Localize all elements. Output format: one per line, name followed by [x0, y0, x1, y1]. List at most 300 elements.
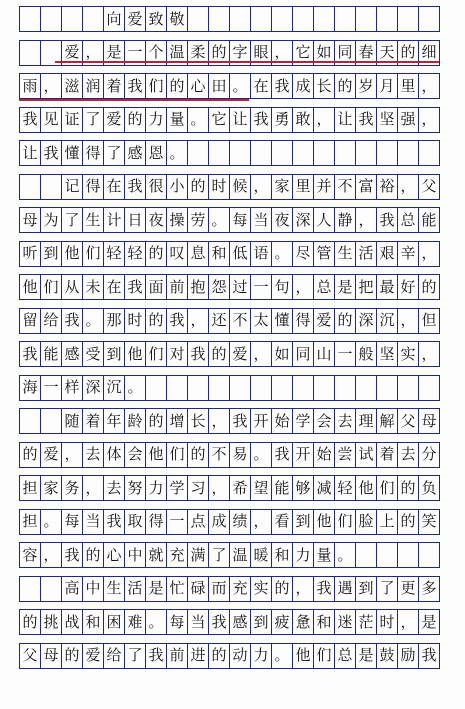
text-row: [19, 341, 440, 367]
grid-cell: [335, 375, 356, 401]
grid-cell: 般: [356, 341, 377, 367]
grid-cell: 当: [188, 609, 209, 635]
grid-cell: 给: [41, 308, 62, 334]
grid-cell: 沉: [377, 308, 398, 334]
grid-cell: [293, 6, 314, 32]
grid-cell: 面: [146, 274, 167, 300]
grid-cell: 听: [20, 241, 41, 267]
text-row: [19, 73, 440, 99]
grid-cell: 沉: [104, 375, 125, 401]
grid-cell: ，: [398, 174, 419, 200]
grid-cell: 的: [146, 241, 167, 267]
grid-cell: 的: [146, 408, 167, 434]
grid-cell: 在: [104, 274, 125, 300]
grid-cell: [419, 140, 440, 166]
grid-cell: 静: [335, 207, 356, 233]
grid-cell: [335, 140, 356, 166]
grid-cell: 们: [167, 442, 188, 468]
grid-cell: ，: [251, 341, 272, 367]
grid-cell: 力: [293, 542, 314, 568]
grid-cell: 海: [20, 375, 41, 401]
grid-cell: 里: [398, 73, 419, 99]
grid-cell: 总: [335, 643, 356, 669]
grid-cell: 计: [104, 207, 125, 233]
grid-cell: 学: [293, 408, 314, 434]
grid-cell: 就: [146, 542, 167, 568]
grid-cell: 深: [293, 207, 314, 233]
grid-cell: 轻: [104, 241, 125, 267]
grid-cell: 着: [83, 408, 104, 434]
grid-cell: 劳: [188, 207, 209, 233]
grid-cell: 春: [356, 40, 377, 66]
grid-cell: [209, 6, 230, 32]
grid-cell: 轻: [125, 241, 146, 267]
grid-cell: [230, 140, 251, 166]
grid-cell: ，: [419, 341, 440, 367]
grid-cell: [398, 140, 419, 166]
grid-cell: ，: [419, 73, 440, 99]
grid-cell: [251, 375, 272, 401]
grid-cell: 时: [125, 308, 146, 334]
grid-cell: 务: [62, 475, 83, 501]
grid-cell: 爱: [62, 40, 83, 66]
grid-cell: 最: [377, 274, 398, 300]
grid-cell: 。: [125, 375, 146, 401]
text-row: [19, 509, 440, 535]
grid-cell: 爱: [104, 107, 125, 133]
grid-cell: 好: [398, 274, 419, 300]
grid-cell: 始: [314, 442, 335, 468]
grid-cell: 动: [230, 643, 251, 669]
text-row: [19, 207, 440, 233]
grid-cell: 我: [125, 73, 146, 99]
grid-cell: 但: [419, 308, 440, 334]
grid-cell: 敢: [293, 107, 314, 133]
grid-cell: 了: [83, 107, 104, 133]
grid-cell: 开: [293, 442, 314, 468]
grid-cell: 天: [377, 40, 398, 66]
grid-cell: 我: [41, 140, 62, 166]
grid-cell: 高: [62, 576, 83, 602]
grid-cell: 我: [272, 442, 293, 468]
grid-cell: 爱: [125, 6, 146, 32]
grid-cell: 得: [146, 509, 167, 535]
grid-cell: 够: [293, 475, 314, 501]
grid-cell: 小: [167, 174, 188, 200]
grid-cell: 月: [377, 73, 398, 99]
grid-cell: 证: [62, 107, 83, 133]
grid-cell: 懂: [272, 308, 293, 334]
grid-cell: 们: [377, 475, 398, 501]
grid-cell: 见: [41, 107, 62, 133]
grid-cell: 了: [62, 207, 83, 233]
grid-cell: [209, 140, 230, 166]
grid-cell: 体: [104, 442, 125, 468]
grid-cell: 不: [209, 442, 230, 468]
grid-cell: [356, 542, 377, 568]
grid-cell: 。: [230, 73, 251, 99]
highlight-underline: [19, 99, 249, 101]
grid-cell: 担: [20, 509, 41, 535]
grid-cell: [41, 174, 62, 200]
grid-cell: 柔: [188, 40, 209, 66]
grid-cell: 爱: [41, 442, 62, 468]
grid-cell: ，: [293, 576, 314, 602]
grid-cell: 努: [125, 475, 146, 501]
grid-cell: [188, 6, 209, 32]
grid-cell: 试: [356, 442, 377, 468]
grid-cell: 坚: [377, 341, 398, 367]
grid-cell: 温: [167, 40, 188, 66]
text-row: [19, 140, 440, 166]
grid-cell: 他: [314, 509, 335, 535]
grid-cell: [314, 375, 335, 401]
grid-cell: 量: [167, 107, 188, 133]
grid-cell: 是: [335, 274, 356, 300]
grid-cell: 去: [104, 475, 125, 501]
grid-cell: 受: [83, 341, 104, 367]
grid-cell: 的: [167, 73, 188, 99]
grid-cell: 。: [146, 609, 167, 635]
grid-cell: 开: [251, 408, 272, 434]
grid-cell: 敬: [167, 6, 188, 32]
grid-cell: 鼓: [377, 643, 398, 669]
grid-cell: [314, 140, 335, 166]
grid-cell: [377, 6, 398, 32]
grid-cell: ，: [41, 542, 62, 568]
grid-cell: 管: [314, 241, 335, 267]
grid-cell: [230, 6, 251, 32]
grid-cell: 前: [167, 643, 188, 669]
grid-cell: 母: [419, 408, 440, 434]
grid-cell: 的: [398, 475, 419, 501]
grid-cell: 去: [398, 442, 419, 468]
grid-cell: 我: [104, 509, 125, 535]
grid-cell: ，: [419, 107, 440, 133]
grid-cell: [20, 174, 41, 200]
grid-cell: 战: [62, 609, 83, 635]
grid-cell: 我: [314, 576, 335, 602]
grid-cell: 活: [356, 241, 377, 267]
grid-cell: 时: [377, 609, 398, 635]
grid-cell: 长: [188, 408, 209, 434]
grid-cell: 。: [41, 509, 62, 535]
grid-cell: 着: [377, 442, 398, 468]
grid-cell: 碌: [188, 576, 209, 602]
grid-cell: 上: [377, 509, 398, 535]
grid-cell: 尝: [335, 442, 356, 468]
grid-cell: 当: [251, 207, 272, 233]
grid-cell: 去: [335, 408, 356, 434]
grid-cell: 学: [167, 475, 188, 501]
grid-cell: 得: [83, 174, 104, 200]
grid-cell: 望: [251, 475, 272, 501]
grid-cell: [419, 375, 440, 401]
grid-cell: 会: [314, 408, 335, 434]
grid-cell: 每: [230, 207, 251, 233]
grid-cell: 们: [41, 274, 62, 300]
grid-cell: 勇: [272, 107, 293, 133]
grid-cell: 记: [62, 174, 83, 200]
text-row: [19, 308, 440, 334]
grid-cell: 艰: [377, 241, 398, 267]
title-row: [19, 6, 440, 32]
grid-cell: 力: [146, 475, 167, 501]
grid-cell: 家: [41, 475, 62, 501]
grid-cell: 的: [20, 609, 41, 635]
grid-cell: 我: [356, 107, 377, 133]
grid-cell: 到: [104, 341, 125, 367]
grid-cell: 着: [104, 73, 125, 99]
grid-cell: 并: [314, 174, 335, 200]
grid-cell: [188, 140, 209, 166]
grid-cell: 解: [377, 408, 398, 434]
grid-cell: [272, 6, 293, 32]
grid-cell: 的: [125, 107, 146, 133]
grid-cell: 脸: [356, 509, 377, 535]
grid-cell: 那: [104, 308, 125, 334]
grid-cell: [41, 408, 62, 434]
grid-cell: 了: [209, 542, 230, 568]
grid-cell: 感: [125, 140, 146, 166]
grid-cell: 满: [188, 542, 209, 568]
grid-cell: 息: [188, 241, 209, 267]
grid-cell: 坚: [377, 107, 398, 133]
grid-cell: 会: [125, 442, 146, 468]
grid-cell: 致: [146, 6, 167, 32]
grid-cell: 的: [20, 442, 41, 468]
grid-cell: 。: [188, 107, 209, 133]
grid-cell: 心: [104, 542, 125, 568]
grid-cell: 雨: [20, 73, 41, 99]
grid-cell: 我: [20, 341, 41, 367]
grid-cell: 困: [104, 609, 125, 635]
grid-cell: [419, 542, 440, 568]
grid-cell: 让: [335, 107, 356, 133]
grid-cell: 把: [356, 274, 377, 300]
grid-cell: 里: [293, 174, 314, 200]
grid-cell: 父: [20, 643, 41, 669]
grid-cell: 从: [62, 274, 83, 300]
grid-cell: 感: [62, 341, 83, 367]
grid-cell: 他: [293, 643, 314, 669]
grid-cell: 疲: [272, 609, 293, 635]
grid-cell: ，: [398, 609, 419, 635]
grid-cell: 同: [335, 40, 356, 66]
grid-cell: [62, 6, 83, 32]
grid-cell: 一: [41, 375, 62, 401]
grid-cell: 充: [230, 576, 251, 602]
grid-cell: 他: [62, 241, 83, 267]
text-row: [19, 107, 440, 133]
grid-cell: 是: [419, 609, 440, 635]
grid-cell: 生: [335, 241, 356, 267]
grid-cell: 的: [419, 274, 440, 300]
grid-cell: [293, 140, 314, 166]
grid-cell: 夜: [272, 207, 293, 233]
grid-cell: 感: [230, 609, 251, 635]
grid-cell: 眼: [251, 40, 272, 66]
text-row: [19, 442, 440, 468]
grid-cell: ，: [41, 73, 62, 99]
grid-cell: 润: [83, 73, 104, 99]
grid-cell: 。: [167, 140, 188, 166]
grid-cell: 实: [398, 341, 419, 367]
grid-cell: 迷: [335, 609, 356, 635]
grid-cell: [398, 542, 419, 568]
grid-cell: ，: [251, 174, 272, 200]
text-row: [19, 542, 440, 568]
grid-cell: 前: [167, 274, 188, 300]
grid-cell: 我: [230, 408, 251, 434]
grid-cell: [356, 375, 377, 401]
grid-cell: 是: [104, 40, 125, 66]
grid-cell: 叹: [167, 241, 188, 267]
grid-cell: 给: [104, 643, 125, 669]
grid-cell: [335, 6, 356, 32]
grid-cell: 负: [419, 475, 440, 501]
grid-cell: 我: [251, 107, 272, 133]
grid-cell: ，: [419, 241, 440, 267]
grid-cell: 我: [62, 542, 83, 568]
grid-cell: ，: [62, 442, 83, 468]
grid-cell: [167, 375, 188, 401]
grid-cell: 难: [125, 609, 146, 635]
grid-cell: [20, 6, 41, 32]
grid-cell: 他: [125, 341, 146, 367]
grid-cell: 的: [62, 643, 83, 669]
grid-cell: 我: [272, 73, 293, 99]
grid-cell: [377, 375, 398, 401]
grid-cell: 力: [251, 643, 272, 669]
highlight-underline: [55, 61, 439, 63]
grid-cell: 。: [272, 643, 293, 669]
grid-cell: 一: [125, 40, 146, 66]
grid-cell: 让: [20, 140, 41, 166]
text-row: [19, 274, 440, 300]
grid-cell: [293, 375, 314, 401]
grid-cell: 过: [230, 274, 251, 300]
grid-cell: 多: [419, 576, 440, 602]
grid-cell: 样: [62, 375, 83, 401]
grid-cell: 懂: [62, 140, 83, 166]
grid-cell: 在: [104, 174, 125, 200]
grid-cell: 太: [251, 308, 272, 334]
grid-cell: [20, 40, 41, 66]
grid-cell: 。: [272, 241, 293, 267]
grid-cell: [377, 140, 398, 166]
grid-cell: 山: [314, 341, 335, 367]
grid-cell: 们: [146, 341, 167, 367]
grid-cell: 细: [419, 40, 440, 66]
text-row: [19, 643, 440, 669]
grid-cell: 我: [377, 207, 398, 233]
grid-cell: 一: [251, 274, 272, 300]
grid-cell: 我: [125, 174, 146, 200]
grid-cell: 取: [125, 509, 146, 535]
grid-cell: 母: [20, 207, 41, 233]
grid-cell: 我: [125, 274, 146, 300]
grid-cell: 遇: [335, 576, 356, 602]
grid-cell: 的: [335, 73, 356, 99]
grid-cell: 惫: [293, 609, 314, 635]
grid-cell: 到: [41, 241, 62, 267]
grid-cell: 是: [356, 643, 377, 669]
grid-cell: 很: [146, 174, 167, 200]
grid-cell: [20, 408, 41, 434]
grid-cell: 总: [398, 207, 419, 233]
grid-cell: 强: [398, 107, 419, 133]
grid-cell: [251, 140, 272, 166]
grid-cell: 能: [419, 207, 440, 233]
grid-cell: 我: [20, 107, 41, 133]
grid-cell: 充: [167, 542, 188, 568]
grid-cell: 夜: [146, 207, 167, 233]
grid-cell: 向: [104, 6, 125, 32]
grid-cell: 的: [398, 40, 419, 66]
grid-cell: 如: [272, 341, 293, 367]
grid-cell: ，: [209, 408, 230, 434]
grid-cell: 量: [314, 542, 335, 568]
grid-cell: 看: [272, 509, 293, 535]
grid-cell: 深: [83, 375, 104, 401]
grid-cell: 的: [188, 442, 209, 468]
grid-cell: 一: [167, 509, 188, 535]
text-row: [19, 375, 440, 401]
grid-cell: 我: [167, 308, 188, 334]
grid-cell: 了: [104, 140, 125, 166]
grid-cell: 。: [251, 442, 272, 468]
grid-cell: 的: [272, 576, 293, 602]
grid-cell: 家: [272, 174, 293, 200]
grid-cell: 活: [125, 576, 146, 602]
grid-cell: 让: [230, 107, 251, 133]
grid-cell: 挑: [41, 609, 62, 635]
grid-cell: 得: [83, 140, 104, 166]
grid-cell: 总: [314, 274, 335, 300]
grid-cell: 温: [230, 542, 251, 568]
text-row: [19, 609, 440, 635]
grid-cell: 点: [188, 509, 209, 535]
grid-cell: ，: [272, 40, 293, 66]
grid-cell: 为: [41, 207, 62, 233]
grid-cell: [83, 6, 104, 32]
grid-cell: 了: [125, 643, 146, 669]
grid-cell: 习: [188, 475, 209, 501]
grid-cell: 语: [251, 241, 272, 267]
grid-cell: [314, 6, 335, 32]
text-row: [19, 241, 440, 267]
grid-cell: [146, 375, 167, 401]
grid-cell: 每: [62, 509, 83, 535]
grid-cell: 和: [272, 542, 293, 568]
grid-cell: 容: [20, 542, 41, 568]
grid-cell: 它: [209, 107, 230, 133]
grid-cell: 而: [209, 576, 230, 602]
grid-cell: 一: [335, 341, 356, 367]
grid-cell: 能: [272, 475, 293, 501]
grid-cell: 深: [356, 308, 377, 334]
grid-cell: 我: [188, 341, 209, 367]
grid-cell: 年: [104, 408, 125, 434]
grid-cell: 的: [209, 40, 230, 66]
grid-cell: 每: [167, 609, 188, 635]
grid-cell: [41, 576, 62, 602]
grid-cell: 爱: [83, 643, 104, 669]
grid-cell: 理: [356, 408, 377, 434]
grid-cell: 轻: [335, 475, 356, 501]
grid-cell: 候: [230, 174, 251, 200]
